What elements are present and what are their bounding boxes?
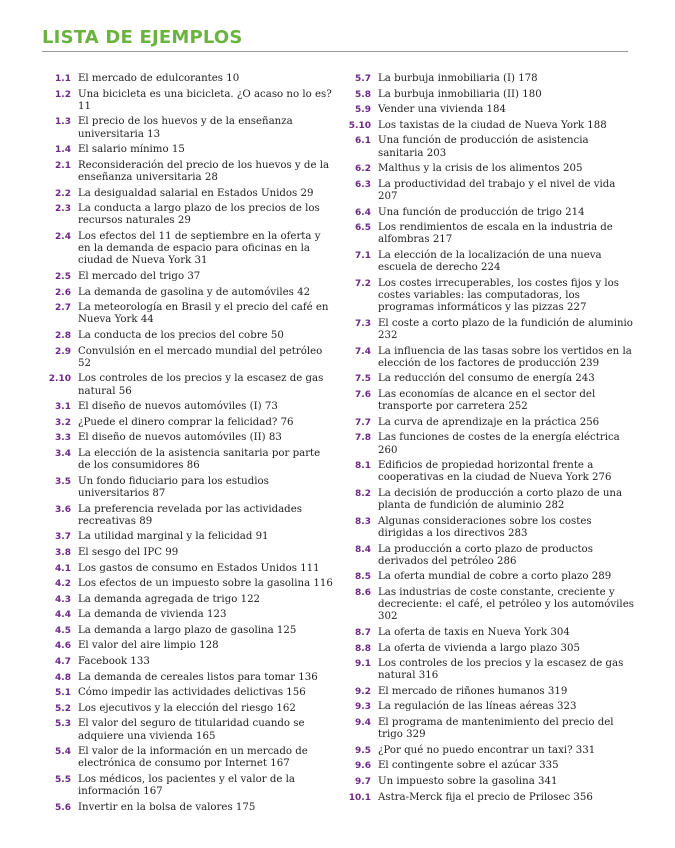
example-entry <box>345 373 635 385</box>
example-title: Los médicos, los pacientes y el valor de la información 167 <box>78 774 295 798</box>
example-entry <box>45 656 335 668</box>
example-entry <box>45 231 335 268</box>
example-number: 5.7 <box>355 74 371 84</box>
example-entry <box>345 792 635 804</box>
page-title: LISTA DE EJEMPLOS <box>42 27 243 48</box>
example-number: 7.2 <box>355 278 371 289</box>
example-number: 3.6 <box>55 504 71 515</box>
example-number: 2.3 <box>55 204 71 215</box>
example-title: El contingente sobre el azúcar 335 <box>378 760 559 772</box>
example-number: 2.8 <box>55 330 71 341</box>
example-number: 5.9 <box>355 105 371 116</box>
example-number: 7.1 <box>355 250 371 261</box>
example-number: 8.3 <box>355 516 371 527</box>
example-entry <box>345 488 635 512</box>
example-number: 9.5 <box>355 745 371 756</box>
example-title: Los costes irrecuperables, los costes fijos y los costes variables: las computadoras, los programas informáticos y las pizzas 227 <box>378 277 620 314</box>
example-number: 5.8 <box>355 89 371 100</box>
example-title: Reconsideración del precio de los huevos y de la enseñanza universitaria 28 <box>78 159 330 183</box>
example-number: 1.2 <box>55 89 71 100</box>
example-entry <box>45 271 335 283</box>
example-number: 7.7 <box>355 417 371 428</box>
example-entry <box>45 144 335 156</box>
example-title: El diseño de nuevos automóviles (II) 83 <box>78 432 282 444</box>
example-title: Una bicicleta es una bicicleta. ¿O acaso no lo es? 11 <box>78 88 332 112</box>
example-title: La demanda de gasolina y de automóviles 42 <box>78 286 311 298</box>
example-entry <box>45 287 335 299</box>
example-entry <box>45 609 335 621</box>
example-entry <box>345 222 635 246</box>
example-entry <box>45 476 335 500</box>
example-title: El salario mínimo 15 <box>78 144 185 156</box>
example-number: 5.2 <box>55 703 71 714</box>
example-entry <box>45 594 335 606</box>
example-number: 8.1 <box>355 461 371 472</box>
example-entry <box>45 417 335 429</box>
example-number: 6.5 <box>355 223 371 234</box>
example-number: 9.6 <box>355 761 371 772</box>
example-number: 8.4 <box>355 544 371 555</box>
example-entry <box>45 188 335 200</box>
example-title: Vender una vivienda 184 <box>378 104 506 116</box>
example-title: El precio de los huevos y de la enseñanza universitaria 13 <box>78 116 293 140</box>
example-number: 5.4 <box>55 747 71 758</box>
example-entry <box>345 643 635 655</box>
example-number: 3.7 <box>55 532 71 543</box>
example-entry <box>345 120 635 132</box>
example-title: Cómo impedir las actividades delictivas 156 <box>78 687 306 699</box>
example-number: 1.1 <box>55 74 71 84</box>
example-entry <box>45 401 335 413</box>
example-number: 2.10 <box>48 374 71 385</box>
example-number: 7.3 <box>355 318 371 329</box>
example-number: 5.10 <box>348 120 371 131</box>
example-entry <box>345 89 635 101</box>
example-number: 9.7 <box>355 777 371 788</box>
example-title: Astra-Merck fija el precio de Prilosec 356 <box>378 791 593 803</box>
example-number: 9.4 <box>355 718 371 729</box>
example-entry <box>345 717 635 741</box>
example-entry <box>45 89 335 113</box>
example-title: La meteorología en Brasil y el precio del café en Nueva York 44 <box>78 302 329 326</box>
example-entry <box>45 687 335 699</box>
example-entry <box>45 73 335 85</box>
example-title: La demanda de vivienda 123 <box>78 609 227 621</box>
example-title: Una función de producción de asistencia sanitaria 203 <box>378 135 589 159</box>
example-title: ¿Por qué no puedo encontrar un taxi? 331 <box>378 744 596 756</box>
example-number: 7.6 <box>355 389 371 400</box>
example-title: La regulación de las líneas aéreas 323 <box>378 701 577 713</box>
example-number: 7.8 <box>355 433 371 444</box>
example-entry <box>45 448 335 472</box>
example-title: El coste a corto plazo de la fundición de aluminio 232 <box>378 317 633 341</box>
example-entry <box>45 531 335 543</box>
example-number: 6.2 <box>355 164 371 175</box>
example-entry <box>345 417 635 429</box>
example-entry <box>345 278 635 315</box>
example-title: La decisión de producción a corto plazo de una planta de fundición de aluminio 282 <box>378 487 623 512</box>
example-title: El valor del aire limpio 128 <box>78 640 219 652</box>
example-number: 2.5 <box>55 271 71 282</box>
example-title: La burbuja inmobiliaria (II) 180 <box>378 88 542 100</box>
example-title: ¿Puede el dinero comprar la felicidad? 76 <box>78 416 294 428</box>
example-number: 4.5 <box>55 625 71 636</box>
example-title: La producción a corto plazo de productos derivados del petróleo 286 <box>378 543 593 567</box>
example-title: La utilidad marginal y la felicidad 91 <box>78 531 269 543</box>
example-entry <box>45 578 335 590</box>
example-title: El mercado de riñones humanos 319 <box>378 685 568 697</box>
example-number: 8.5 <box>355 572 371 583</box>
example-number: 4.2 <box>55 579 71 590</box>
example-number: 8.7 <box>355 627 371 638</box>
example-title: La burbuja inmobiliaria (I) 178 <box>378 73 538 84</box>
example-title: El valor del seguro de titularidad cuando se adquiere una vivienda 165 <box>78 718 305 742</box>
example-entry <box>45 302 335 326</box>
example-entry <box>45 373 335 397</box>
example-entry <box>45 346 335 370</box>
example-number: 9.3 <box>355 702 371 713</box>
example-title: La curva de aprendizaje en la práctica 256 <box>378 416 600 428</box>
example-number: 9.1 <box>355 659 371 670</box>
example-title: Los taxistas de la ciudad de Nueva York 188 <box>378 119 607 131</box>
example-title: Las economías de alcance en el sector del transporte por carretera 252 <box>378 388 596 413</box>
example-title: La elección de la localización de una nueva escuela de derecho 224 <box>378 249 602 274</box>
example-entry <box>45 432 335 444</box>
example-entry <box>345 701 635 713</box>
example-title: El valor de la información en un mercado de electrónica de consumo por Internet 167 <box>78 746 308 770</box>
example-number: 2.2 <box>55 188 71 199</box>
example-number: 8.6 <box>355 587 371 598</box>
example-entry <box>345 207 635 219</box>
example-entry <box>345 745 635 757</box>
example-number: 3.8 <box>55 547 71 558</box>
example-entry <box>45 504 335 528</box>
example-title: Un impuesto sobre la gasolina 341 <box>378 776 558 788</box>
example-title: La conducta de los precios del cobre 50 <box>78 329 284 341</box>
example-entry <box>345 389 635 413</box>
example-number: 6.1 <box>355 136 371 147</box>
example-entry <box>45 703 335 715</box>
example-number: 5.5 <box>55 775 71 786</box>
example-title: El sesgo del IPC 99 <box>78 546 179 558</box>
example-entry <box>345 250 635 274</box>
example-number: 3.4 <box>55 448 71 459</box>
example-entry <box>45 774 335 798</box>
example-number: 9.2 <box>355 686 371 697</box>
example-title: El programa de mantenimiento del precio del trigo 329 <box>378 717 614 741</box>
example-entry <box>345 658 635 682</box>
example-title: El mercado de edulcorantes 10 <box>78 73 240 84</box>
example-title: Convulsión en el mercado mundial del petróleo 52 <box>78 345 323 369</box>
example-entry <box>45 625 335 637</box>
example-title: Los ejecutivos y la elección del riesgo 162 <box>78 702 296 714</box>
example-entry <box>345 571 635 583</box>
example-number: 2.1 <box>55 160 71 171</box>
example-title: Las industrias de coste constante, creciente y decreciente: el café, el petróleo y los automóviles 302 <box>378 586 634 623</box>
example-number: 4.1 <box>55 563 71 574</box>
example-entry <box>345 587 635 624</box>
example-title: Los efectos del 11 de septiembre en la oferta y en la demanda de espacio para oficinas en la ciudad de Nueva York 31 <box>78 230 321 267</box>
example-entry <box>45 802 335 814</box>
example-entry <box>345 776 635 788</box>
example-entry <box>345 544 635 568</box>
example-number: 5.1 <box>55 688 71 699</box>
example-title: La elección de la asistencia sanitaria por parte de los consumidores 86 <box>78 447 321 472</box>
example-number: 6.3 <box>355 179 371 190</box>
example-number: 5.3 <box>55 719 71 730</box>
example-title: La desigualdad salarial en Estados Unidos 29 <box>78 187 314 199</box>
example-number: 2.9 <box>55 346 71 357</box>
example-entry <box>345 73 635 85</box>
example-title: Invertir en la bolsa de valores 175 <box>78 801 256 813</box>
example-title: Los rendimientos de escala en la industria de alfombras 217 <box>378 222 613 246</box>
example-number: 4.8 <box>55 672 71 683</box>
example-number: 2.6 <box>55 287 71 298</box>
example-entry <box>45 547 335 559</box>
example-entry <box>345 163 635 175</box>
examples-column-left <box>45 73 335 817</box>
example-entry <box>345 432 635 456</box>
example-title: El diseño de nuevos automóviles (I) 73 <box>78 401 278 413</box>
example-title: Edificios de propiedad horizontal frente a cooperativas en la ciudad de Nueva York 276 <box>378 460 612 484</box>
example-title: La oferta de vivienda a largo plazo 305 <box>378 642 580 654</box>
example-entry <box>345 104 635 116</box>
example-entry <box>345 346 635 370</box>
example-entry <box>45 563 335 575</box>
example-number: 4.6 <box>55 641 71 652</box>
example-entry <box>345 179 635 203</box>
example-entry <box>345 135 635 159</box>
example-entry <box>345 627 635 639</box>
example-entry <box>345 516 635 540</box>
example-title: La reducción del consumo de energía 243 <box>378 373 595 385</box>
example-number: 7.4 <box>355 346 371 357</box>
example-title: Malthus y la crisis de los alimentos 205 <box>378 163 583 175</box>
example-title: La preferencia revelada por las actividades recreativas 89 <box>78 503 302 527</box>
example-number: 3.1 <box>55 402 71 413</box>
examples-column-right <box>345 73 635 807</box>
example-number: 6.4 <box>355 207 371 218</box>
example-number: 4.7 <box>55 657 71 668</box>
example-title: Los gastos de consumo en Estados Unidos 111 <box>78 562 320 574</box>
example-title: Una función de producción de trigo 214 <box>378 206 585 218</box>
example-number: 10.1 <box>348 792 371 803</box>
example-title: Los efectos de un impuesto sobre la gasolina 116 <box>78 578 333 590</box>
example-entry <box>45 330 335 342</box>
example-number: 3.2 <box>55 417 71 428</box>
example-title: La demanda agregada de trigo 122 <box>78 593 261 605</box>
example-number: 3.3 <box>55 433 71 444</box>
example-title: El mercado del trigo 37 <box>78 270 201 282</box>
example-title: La influencia de las tasas sobre los vertidos en la elección de los factores de producción 239 <box>378 345 632 369</box>
example-number: 4.4 <box>55 610 71 621</box>
example-number: 1.4 <box>55 145 71 156</box>
example-number: 4.3 <box>55 594 71 605</box>
example-title: La productividad del trabajo y el nivel de vida 207 <box>378 178 616 202</box>
example-entry <box>345 686 635 698</box>
example-title: La oferta de taxis en Nueva York 304 <box>378 626 570 638</box>
example-title: Los controles de los precios y la escasez de gas natural 316 <box>378 658 624 682</box>
example-title: Las funciones de costes de la energía eléctrica 260 <box>378 432 620 456</box>
example-number: 5.6 <box>55 802 71 813</box>
example-entry <box>45 203 335 227</box>
example-number: 8.8 <box>355 643 371 654</box>
example-title: Los controles de los precios y la escasez de gas natural 56 <box>78 373 324 397</box>
example-title: La oferta mundial de cobre a corto plazo 289 <box>378 571 612 583</box>
example-number: 1.3 <box>55 117 71 128</box>
example-entry <box>45 672 335 684</box>
example-entry <box>45 116 335 140</box>
example-number: 2.4 <box>55 231 71 242</box>
example-title: Un fondo fiduciario para los estudios universitarios 87 <box>78 475 269 499</box>
example-title: Algunas consideraciones sobre los costes dirigidas a los directivos 283 <box>378 515 592 539</box>
example-entry <box>45 640 335 652</box>
example-entry <box>45 160 335 184</box>
example-number: 7.5 <box>355 374 371 385</box>
example-entry <box>345 760 635 772</box>
example-title: La demanda de cereales listos para tomar 136 <box>78 671 318 683</box>
example-entry <box>45 746 335 770</box>
example-number: 3.5 <box>55 476 71 487</box>
example-title: La conducta a largo plazo de los precios de los recursos naturales 29 <box>78 203 320 227</box>
example-number: 2.7 <box>55 303 71 314</box>
example-number: 8.2 <box>355 488 371 499</box>
example-title: La demanda a largo plazo de gasolina 125 <box>78 624 297 636</box>
example-entry <box>345 318 635 342</box>
example-entry <box>345 460 635 484</box>
example-title: Facebook 133 <box>78 656 150 668</box>
example-entry <box>45 718 335 742</box>
title-rule <box>42 51 628 52</box>
